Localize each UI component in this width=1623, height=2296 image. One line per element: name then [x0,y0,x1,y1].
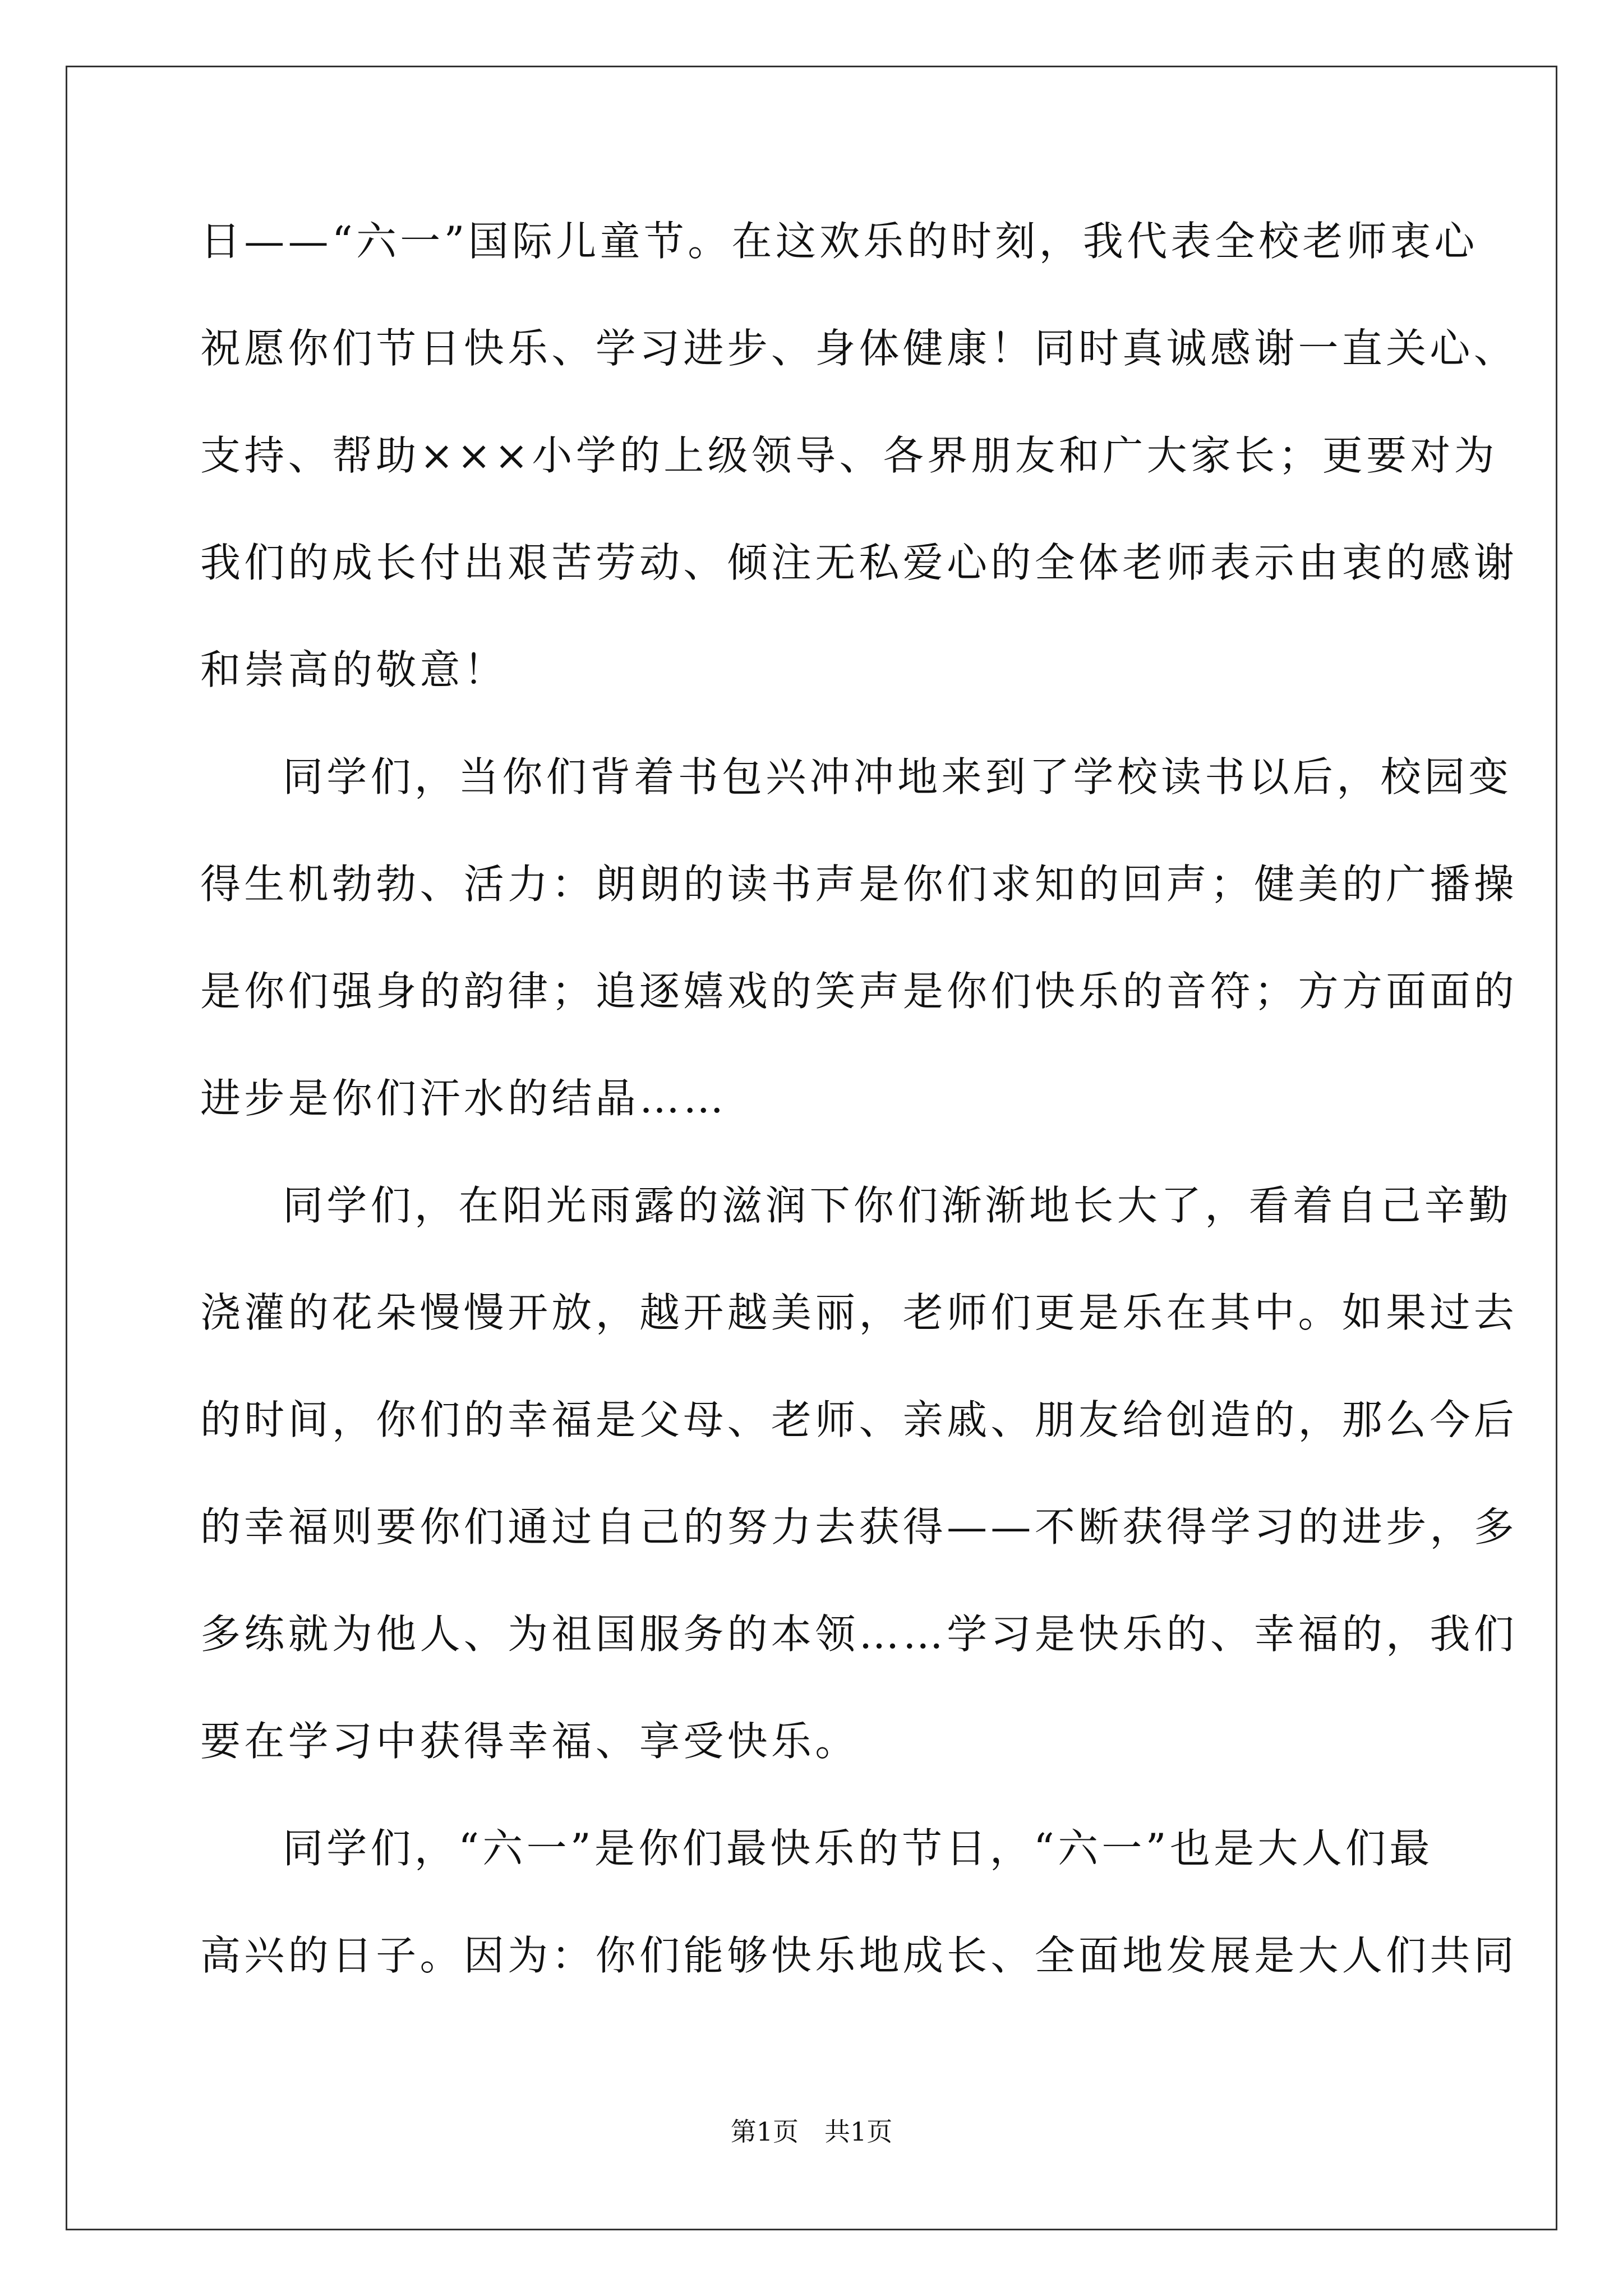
text-line: 要在学习中获得幸福、享受快乐。 [200,1718,859,1765]
text-line: 进步是你们汗水的结晶…… [200,1075,727,1122]
text-line: 同学们，“六一”是你们最快乐的节日，“六一”也是大人们最 [283,1825,1433,1872]
document-body [200,208,1518,2029]
text-line: 我们的成长付出艰苦劳动、倾注无私爱心的全体老师表示由衷的感谢 [200,539,1518,586]
text-line: 的时间，你们的幸福是父母、老师、亲戚、朋友给创造的，那么今后 [200,1396,1518,1443]
paragraph-2 [200,743,1518,1172]
text-line: 祝愿你们节日快乐、学习进步、身体健康！同时真诚感谢一直关心、 [200,325,1518,372]
text-line: 和崇高的敬意！ [200,646,508,693]
page-footer: 第1页 共1页 [730,2116,893,2147]
paragraph-1 [200,208,1518,743]
text-line: 高兴的日子。因为：你们能够快乐地成长、全面地发展是大人们共同 [200,1932,1518,1979]
text-line: 同学们，在阳光雨露的滋润下你们渐渐地长大了，看着自己辛勤 [283,1182,1513,1229]
text-line: 支持、帮助×××小学的上级领导、各界朋友和广大家长；更要对为 [200,432,1498,479]
text-line: 浇灌的花朵慢慢开放，越开越美丽，老师们更是乐在其中。如果过去 [200,1289,1518,1336]
paragraph-4 [200,1815,1518,2029]
text-line: 同学们，当你们背着书包兴冲冲地来到了学校读书以后，校园变 [283,753,1513,800]
text-line: 得生机勃勃、活力：朗朗的读书声是你们求知的回声；健美的广播操 [200,861,1518,908]
text-line: 日——“六一”国际儿童节。在这欢乐的时刻，我代表全校老师衷心 [200,218,1478,265]
paragraph-3 [200,1172,1518,1815]
text-line: 的幸福则要你们通过自己的努力去获得——不断获得学习的进步，多 [200,1503,1518,1550]
text-line: 是你们强身的韵律；追逐嬉戏的笑声是你们快乐的音符；方方面面的 [200,968,1518,1015]
text-line: 多练就为他人、为祖国服务的本领……学习是快乐的、幸福的，我们 [200,1611,1518,1658]
